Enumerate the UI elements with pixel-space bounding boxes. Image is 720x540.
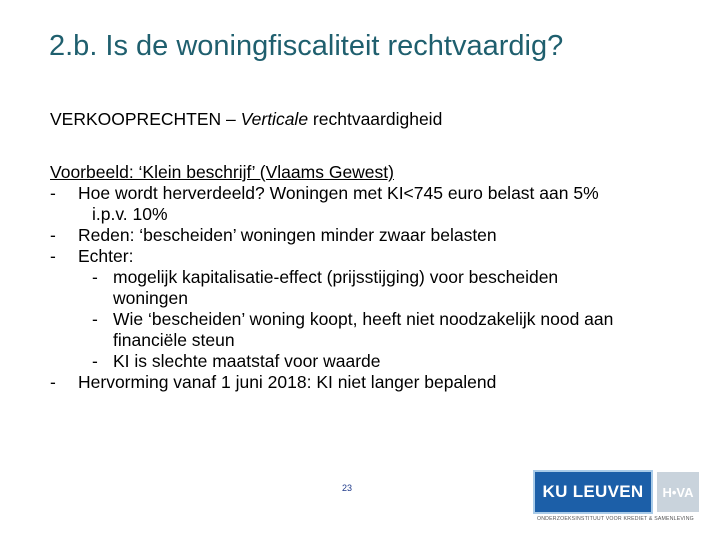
bullet-dash: - [50, 183, 56, 203]
sub-bullet-dash: - [92, 267, 98, 287]
bullet-item-3-text: Echter: [78, 246, 134, 266]
bullet-item-1-continuation: i.p.v. 10% [92, 204, 168, 224]
bullet-dash: - [50, 246, 56, 266]
slide-title: 2.b. Is de woningfiscaliteit rechtvaardig? [49, 30, 564, 62]
subtitle-italic: Verticale [240, 109, 309, 129]
bullet-item-1 [50, 183, 690, 204]
sub-bullet-2-continuation: financiële steun [113, 330, 235, 350]
bullet-item-2-text: Reden: ‘bescheiden’ woningen minder zwaar belasten [78, 225, 497, 245]
bullet-item-2 [50, 225, 690, 246]
sub-bullet-1-text: mogelijk kapitalisatie-effect (prijsstijging) voor bescheiden [113, 267, 559, 287]
sub-bullet-dash: - [92, 309, 98, 329]
sub-bullet-3 [50, 351, 690, 372]
page-number: 23 [342, 483, 353, 493]
logo-tagline: ONDERZOEKSINSTITUUT VOOR KREDIET & SAMENLEVING [537, 516, 694, 522]
slide-subtitle [50, 109, 442, 130]
bullet-item-1-text: Hoe wordt herverdeeld? Woningen met KI<745 euro belast aan 5% [78, 183, 599, 203]
bullet-item-4 [50, 372, 690, 393]
sub-bullet-dash: - [92, 351, 98, 371]
bullet-dash: - [50, 372, 56, 392]
slide-body [50, 162, 690, 393]
subtitle-part2: rechtvaardigheid [308, 109, 443, 129]
sub-bullet-2-text: Wie ‘bescheiden’ woning koopt, heeft niet noodzakelijk nood aan [113, 309, 614, 329]
sub-bullet-3-text: KI is slechte maatstaf voor waarde [113, 351, 381, 371]
bullet-dash: - [50, 225, 56, 245]
bullet-item-3 [50, 246, 690, 267]
subtitle-part1: VERKOOPRECHTEN – [50, 109, 241, 129]
sub-bullet-1 [50, 267, 690, 288]
bullet-item-4-text: Hervorming vanaf 1 juni 2018: KI niet langer bepalend [78, 372, 497, 392]
institution-logos [533, 470, 699, 526]
example-heading: Voorbeeld: ‘Klein beschrijf’ (Vlaams Gewest) [50, 162, 394, 182]
ku-leuven-logo: KU LEUVEN [533, 470, 653, 514]
sub-bullet-2 [50, 309, 690, 330]
hva-logo: H•VA [657, 472, 699, 512]
sub-bullet-1-continuation: woningen [113, 288, 188, 308]
